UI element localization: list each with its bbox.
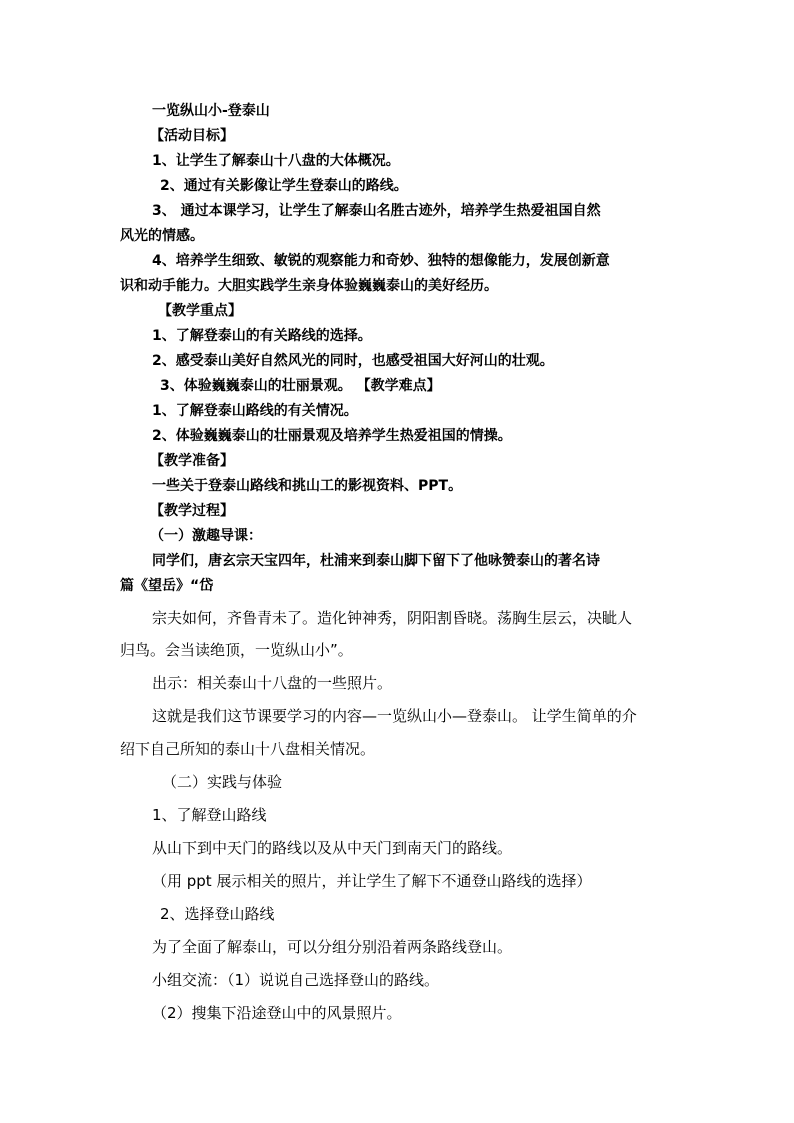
text-line: 2、体验巍巍泰山的壮丽景观及培养学生热爱祖国的情操。	[152, 428, 512, 444]
text-line: 归鸟。会当读绝顶，一览纵山小”。	[120, 641, 353, 659]
text-line: 1、了解登泰山路线的有关情况。	[152, 403, 358, 419]
text-line: 4、培养学生细致、敏锐的观察能力和奇妙、独特的想像能力，发展创新意	[152, 253, 610, 269]
text-line: 绍下自己所知的泰山十八盘相关情况。	[120, 740, 376, 758]
text-line: 3、 通过本课学习，让学生了解泰山名胜古迹外，培养学生热爱祖国自然	[152, 203, 601, 219]
text-line: 1、让学生了解泰山十八盘的大体概况。	[152, 153, 400, 169]
text-line: 小组交流：（1）说说自己选择登山的路线。	[152, 971, 440, 989]
heading-process: 【教学过程】	[150, 503, 234, 519]
text-line: 1、了解登山路线	[152, 806, 267, 824]
text-line: 风光的情感。	[120, 228, 204, 244]
text-line: 出示：相关泰山十八盘的一些照片。	[152, 674, 393, 692]
heading-preparation: 【教学准备】	[150, 453, 234, 469]
text-line: 这就是我们这节课要学习的内容—一览纵山小—登泰山。 让学生简单的介	[152, 707, 637, 725]
text-line: 2、通过有关影像让学生登泰山的路线。	[160, 178, 408, 194]
section-intro: （一）激趣导课：	[150, 528, 262, 544]
text-line: 同学们，唐玄宗天宝四年，杜浦来到泰山脚下留下了他咏赞泰山的著名诗	[152, 553, 600, 569]
text-line: （用 ppt 展示相关的照片，并让学生了解下不通登山路线的选择）	[152, 872, 592, 890]
text-line: 2、选择登山路线	[160, 905, 275, 923]
text-line: （2）搜集下沿途登山中的风景照片。	[152, 1004, 402, 1022]
text-line: 3、体验巍巍泰山的壮丽景观。 【教学难点】	[160, 378, 441, 394]
text-line: 从山下到中天门的路线以及从中天门到南天门的路线。	[152, 839, 513, 857]
text-line: 1、了解登泰山的有关路线的选择。	[152, 328, 372, 344]
heading-activity-goals: 【活动目标】	[150, 128, 234, 144]
document-title: 一览纵山小-登泰山	[152, 103, 270, 119]
text-line: 宗夫如何，齐鲁青未了。造化钟神秀，阴阳割昏晓。荡胸生层云，决眦人	[152, 609, 633, 627]
text-line: 一些关于登泰山路线和挑山工的影视资料、PPT。	[152, 478, 463, 494]
section-practice: （二）实践与体验	[162, 773, 283, 791]
text-line: 2、感受泰山美好自然风光的同时，也感受祖国大好河山的壮观。	[152, 353, 554, 369]
heading-key-points: 【教学重点】	[158, 303, 242, 319]
text-line: 识和动手能力。大胆实践学生亲身体验巍巍泰山的美好经历。	[120, 278, 498, 294]
text-line: 篇《望岳》“岱	[120, 578, 214, 594]
text-line: 为了全面了解泰山，可以分组分别沿着两条路线登山。	[152, 938, 513, 956]
